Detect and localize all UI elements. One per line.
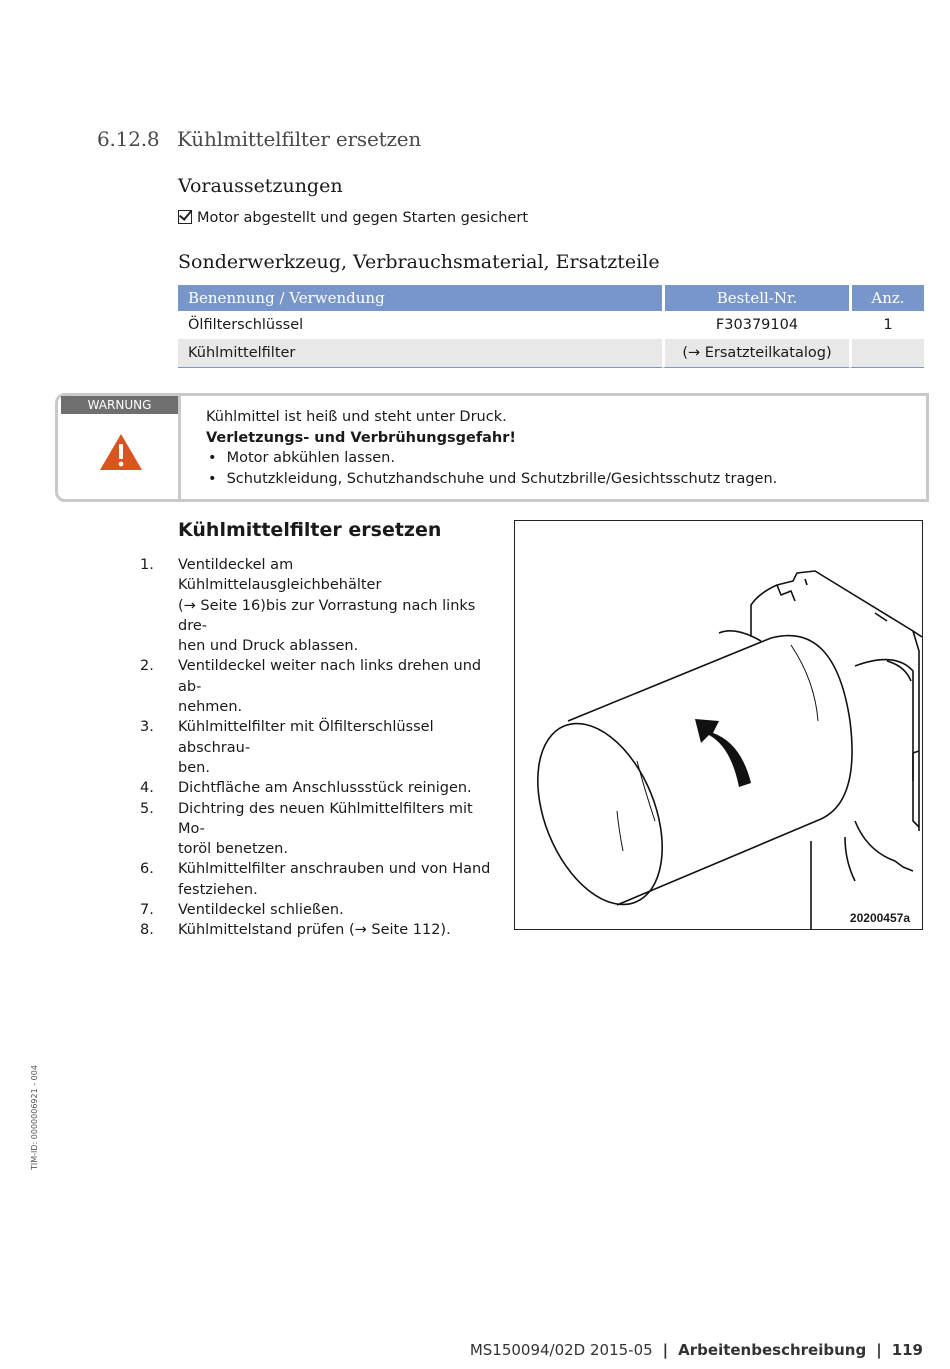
footer-doc: MS150094/02D 2015-05 (469, 1341, 653, 1359)
column-header: Bestell-Nr. (662, 285, 849, 311)
step-text-line: (→ Seite 16)bis zur Vorrastung nach links dre- (178, 597, 476, 634)
table-cell: Kühlmittelfilter (178, 339, 662, 368)
table-cell: F30379104 (662, 311, 849, 339)
column-header: Benennung / Verwendung (178, 285, 662, 311)
footer-chapter: Arbeitenbeschreibung (678, 1341, 867, 1359)
checkbox-checked-icon (178, 210, 192, 224)
step-text-line: Kühlmittelfilter anschrauben und von Hand (178, 861, 491, 878)
step-text-line: Ventildeckel schließen. (178, 902, 344, 919)
footer-page: 119 (891, 1341, 923, 1359)
procedure-step (140, 859, 500, 900)
step-text-line: festziehen. (178, 881, 258, 898)
step-text-line: Kühlmittelfilter mit Ölfilterschlüssel abschrau- (178, 719, 434, 756)
procedure-step (140, 799, 500, 860)
table-row (178, 339, 924, 368)
table-cell: (→ Ersatzteilkatalog) (662, 339, 849, 368)
list-item: • Motor abkühlen lassen. (206, 448, 777, 469)
warning-measures (206, 448, 777, 489)
step-text-line: Ventildeckel weiter nach links drehen und ab- (178, 658, 482, 695)
table-cell: 1 (849, 311, 924, 339)
step-text-line: toröl benetzen. (178, 841, 288, 858)
table-row (178, 311, 924, 339)
warning-triangle-icon (99, 433, 143, 471)
step-number: 1. (140, 557, 154, 573)
warning-text (206, 407, 777, 489)
list-item: • Schutzkleidung, Schutzhandschuhe und Schutzbrille/Gesichtsschutz tragen. (206, 469, 777, 490)
step-number: 2. (140, 658, 154, 675)
filter-illustration (514, 520, 923, 930)
section-heading (97, 127, 421, 151)
step-number: 5. (140, 800, 154, 817)
step-text-line: Kühlmittelstand prüfen (→ Seite 112). (178, 922, 451, 939)
page-footer: MS150094/02D 2015-05 | Arbeitenbeschreibung | 119 (469, 1341, 923, 1359)
tools-table (178, 285, 924, 368)
procedure-steps (140, 555, 500, 941)
step-text-line: Ventildeckel am Kühlmittelausgleichbehälter (178, 557, 382, 594)
procedure-step (140, 920, 500, 940)
warning-sidebar (58, 396, 181, 499)
tools-heading: Sonderwerkzeug, Verbrauchsmaterial, Ersatzteile (178, 251, 660, 273)
step-number: 3. (140, 719, 154, 736)
procedure-step (140, 555, 500, 656)
step-number: 7. (140, 902, 154, 919)
step-text-line: hen und Druck ablassen. (178, 638, 359, 655)
prerequisite-text: Motor abgestellt und gegen Starten gesichert (197, 210, 529, 226)
table-header-row (178, 285, 924, 311)
section-title: Kühlmittelfilter ersetzen (177, 127, 422, 151)
prerequisite-item (178, 210, 528, 226)
procedure-step (140, 900, 500, 920)
procedure-step (140, 656, 500, 717)
figure-id: 20200457a (849, 911, 910, 925)
coolant-filter-drawing (515, 521, 922, 929)
prerequisites-heading: Voraussetzungen (178, 175, 343, 197)
procedure-heading: Kühlmittelfilter ersetzen (178, 519, 442, 541)
section-number: 6.12.8 (97, 127, 160, 151)
step-number: 8. (140, 922, 154, 939)
warning-label: WARNUNG (61, 396, 178, 414)
document-side-id: TIM-ID: 0000006921 - 004 (30, 1065, 39, 1170)
table-cell: Ölfilterschlüssel (188, 317, 304, 333)
step-number: 6. (140, 861, 154, 878)
step-text-line: Dichtfläche am Anschlussstück reinigen. (178, 780, 472, 797)
step-text-line: Dichtring des neuen Kühlmittelfilters mit Mo- (178, 800, 473, 837)
step-text-line: ben. (178, 759, 210, 776)
warning-box (55, 393, 929, 502)
warning-statement: Kühlmittel ist heiß und steht unter Druck. (206, 409, 507, 425)
procedure-step (140, 717, 500, 778)
step-number: 4. (140, 780, 154, 797)
step-text-line: nehmen. (178, 699, 243, 716)
warning-danger: Verletzungs- und Verbrühungsgefahr! (206, 429, 517, 446)
column-header: Anz. (849, 285, 924, 311)
procedure-step (140, 778, 500, 798)
table-cell (849, 339, 924, 368)
